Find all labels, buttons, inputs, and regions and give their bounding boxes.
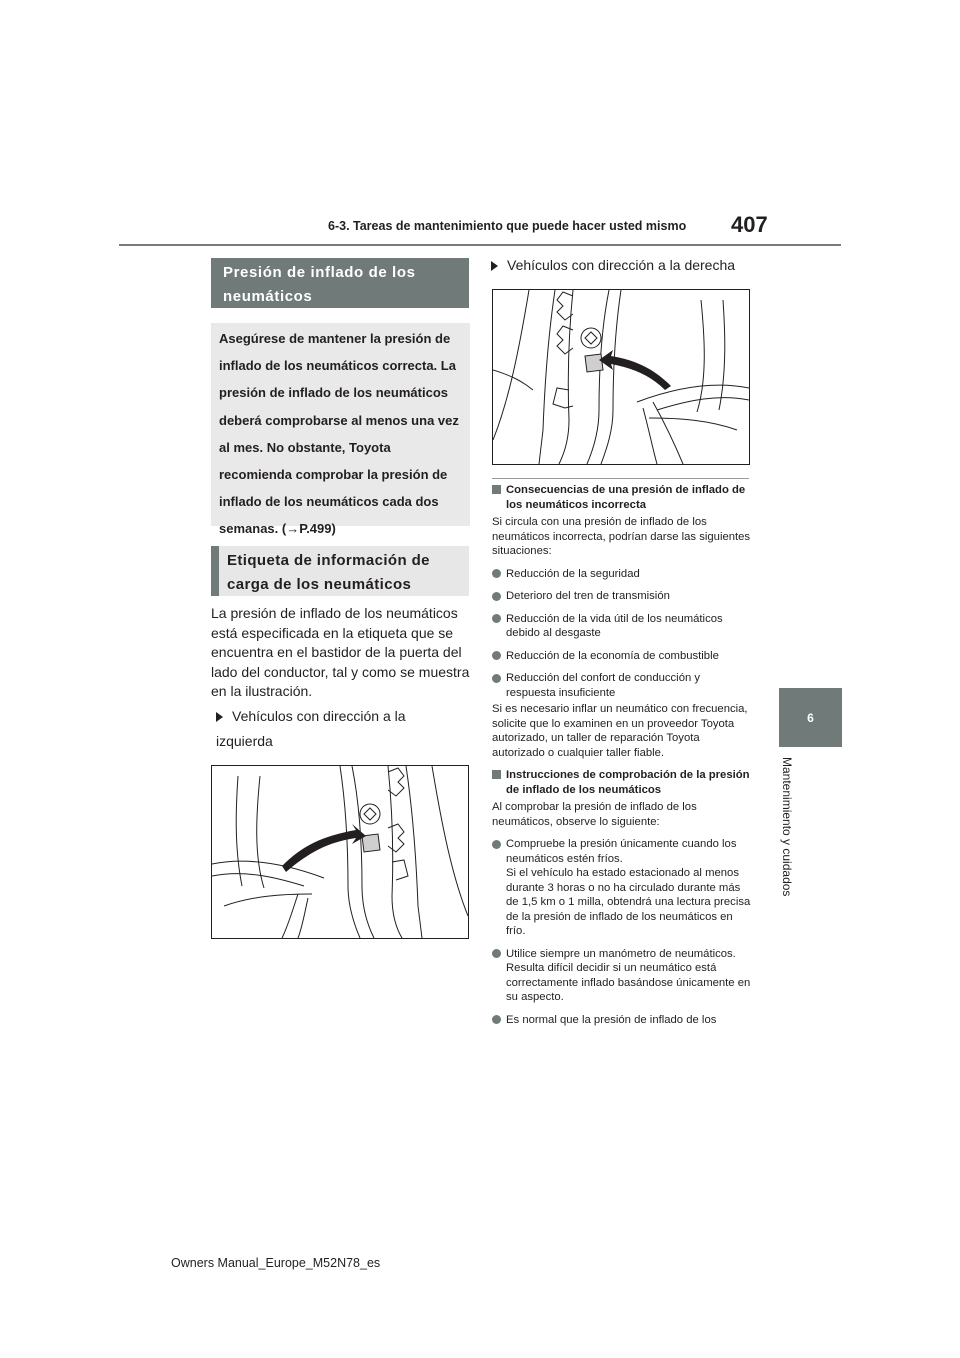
list-item: Es normal que la presión de inflado de los <box>492 1013 752 1028</box>
list-item: Reducción de la economía de combustible <box>492 649 752 664</box>
header-rule <box>119 244 841 246</box>
list-item-text: Compruebe la presión únicamente cuando los neumáticos estén fríos. <box>506 838 737 865</box>
triangle-arrow-icon <box>216 712 223 722</box>
consequences-intro: Si circula con una presión de inflado de los neumáticos incorrecta, podrían darse las siguientes situaciones: <box>492 516 751 557</box>
list-item: Deterioro del tren de transmisión <box>492 589 752 604</box>
list-item <box>492 837 752 939</box>
right-hand-drive-text: Vehículos con dirección a la derecha <box>507 257 736 273</box>
intro-text: Asegúrese de mantener la presión de inflado de los neumáticos correcta. La presión de inflado de los neumáticos deberá comprobarse al menos una vez al mes. No obstante, Toyota recomienda comprobar la presión de inflado de los neumáticos cada dos semanas. (→P.499) <box>219 331 459 537</box>
door-pillar-drawing <box>212 766 468 938</box>
right-hand-drive-label <box>491 253 791 278</box>
door-pillar-drawing <box>493 290 749 464</box>
list-item-text: Utilice siempre un manómetro de neumáticos. <box>506 947 736 960</box>
consequences-outro: Si es necesario inflar un neumático con frecuencia, solicite que lo examinen en un proveedor Toyota autorizado, un taller de reparación Toyota autorizado o cualquier taller fiable. <box>492 703 748 759</box>
consequences-heading: Consecuencias de una presión de inflado de los neumáticos incorrecta <box>492 483 752 512</box>
door-pillar-illustration-left-hand <box>211 765 469 939</box>
chapter-number: 6 <box>807 710 814 725</box>
left-hand-drive-label <box>216 704 456 754</box>
list-item <box>492 947 752 1005</box>
chapter-tab <box>779 688 842 747</box>
load-label-description: La presión de inflado de los neumáticos está especificada en la etiqueta que se encuentra en el bastidor de la puerta del lado del conductor, tal y como se muestra en la ilustración. <box>211 605 470 699</box>
section-divider <box>492 478 749 479</box>
list-item: Reducción de la seguridad <box>492 567 752 582</box>
list-item: Reducción de la vida útil de los neumáticos debido al desgaste <box>492 612 752 641</box>
check-instructions-intro: Al comprobar la presión de inflado de los neumáticos, observe lo siguiente: <box>492 801 697 828</box>
section-heading-load-label: Etiqueta de información de carga de los neumáticos <box>211 546 469 596</box>
list-item: Reducción del confort de conducción y respuesta insuficiente <box>492 671 752 700</box>
section-heading-tire-pressure: Presión de inflado de los neumáticos <box>211 258 469 308</box>
door-pillar-illustration-right-hand <box>492 289 750 465</box>
page-number: 407 <box>731 212 768 237</box>
triangle-arrow-icon <box>491 261 498 271</box>
left-hand-drive-text: Vehículos con dirección a la izquierda <box>216 708 406 749</box>
intro-box <box>211 323 470 537</box>
check-instructions-heading: Instrucciones de comprobación de la presión de inflado de los neumáticos <box>492 768 752 797</box>
right-column-text <box>492 483 752 1035</box>
footer-manual-id: Owners Manual_Europe_M52N78_es <box>171 1256 381 1270</box>
list-item-detail: Si el vehículo ha estado estacionado al menos durante 3 horas o no ha circulado durante más de 1,5 km o 1 milla, obtendrá una lectura precisa de la presión de inflado de los neumáticos en frío. <box>506 867 751 937</box>
chapter-title-vertical <box>770 757 830 915</box>
list-item-detail: Resulta difícil decidir si un neumático está correctamente inflado basándose únicamente en su aspecto. <box>506 962 751 1003</box>
chapter-title: Mantenimiento y cuidados <box>780 757 794 897</box>
running-header-section: 6-3. Tareas de mantenimiento que puede hacer usted mismo <box>328 219 687 233</box>
